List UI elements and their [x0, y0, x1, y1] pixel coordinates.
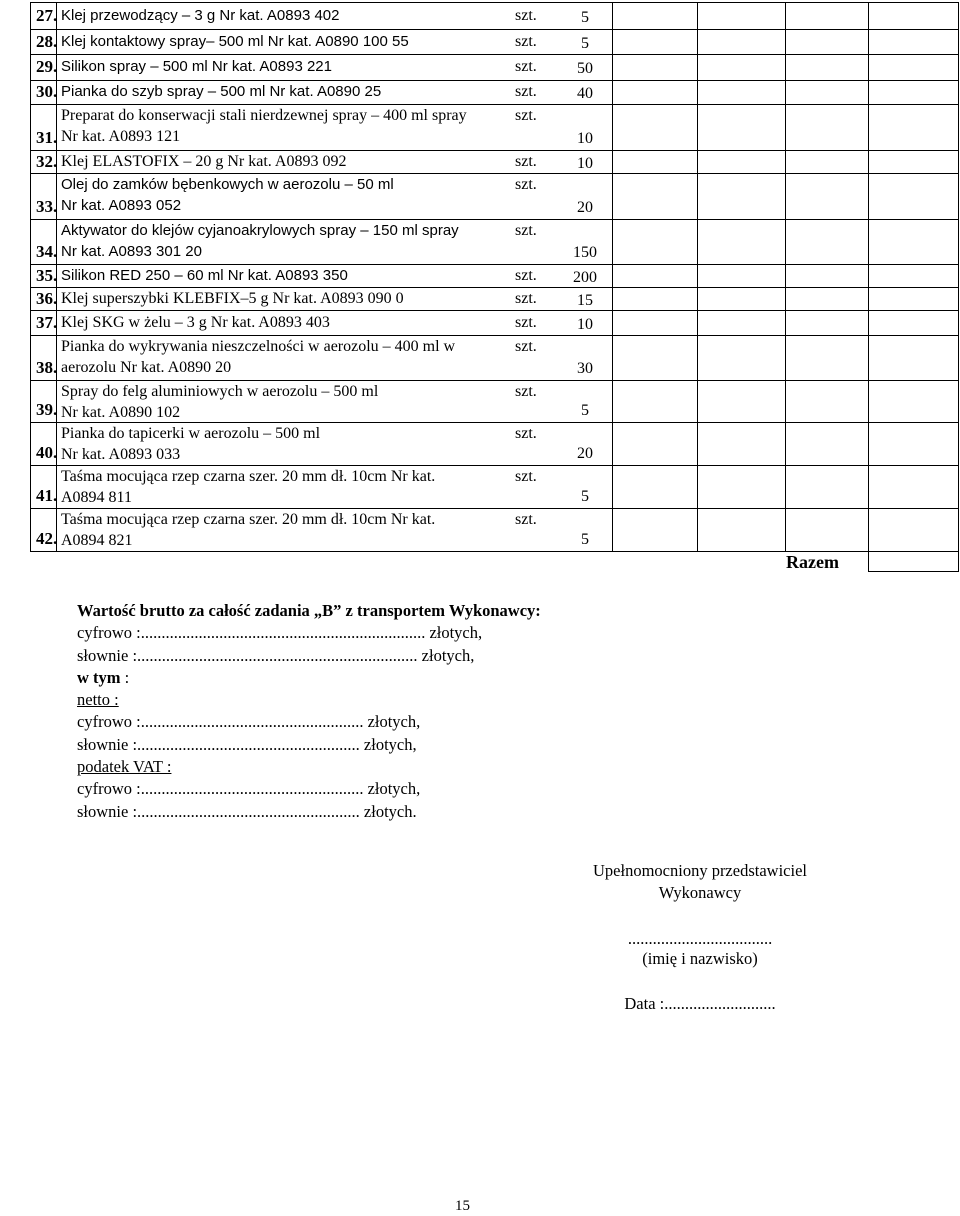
item-description-line: Nr kat. A0890 102 — [61, 404, 181, 421]
quantity-cell: 10 — [577, 130, 593, 147]
unit-cell: szt. — [515, 6, 537, 24]
table-row — [30, 80, 958, 104]
row-number: 35. — [36, 265, 58, 285]
row-number: 31. — [36, 128, 58, 147]
table-row — [30, 104, 958, 150]
table-row — [30, 29, 958, 54]
unit-cell: szt. — [515, 266, 537, 284]
unit-cell: szt. — [515, 289, 537, 307]
quantity-cell: 5 — [581, 488, 589, 505]
quantity-cell: 5 — [581, 8, 589, 26]
item-description-line: Klej kontaktowy spray– 500 ml Nr kat. A0890 100 55 — [61, 32, 409, 50]
row-number: 38. — [36, 358, 58, 377]
unit-cell: szt. — [515, 83, 537, 100]
signature-title-line2: Wykonawcy — [658, 883, 742, 902]
including-colon: : — [120, 667, 130, 687]
item-description-line: Klej SKG w żelu – 3 g Nr kat. A0893 403 — [61, 313, 330, 331]
table-row — [30, 264, 958, 287]
unit-cell: szt. — [515, 222, 537, 239]
including-line — [77, 667, 541, 689]
unit-cell: szt. — [515, 152, 537, 170]
quantity-cell: 5 — [581, 531, 589, 548]
item-description-line: Olej do zamków bębenkowych w aerozolu – 50 ml — [61, 176, 394, 193]
signature-dots: ................................... — [627, 929, 773, 948]
item-description-line: Klej superszybki KLEBFIX–5 g Nr kat. A0893 090 0 — [61, 289, 404, 307]
unit-cell: szt. — [515, 511, 537, 528]
net-label: netto : — [77, 690, 119, 710]
table-row — [30, 310, 958, 335]
item-description-line: Nr kat. A0893 121 — [61, 128, 181, 145]
quantity-cell: 5 — [581, 402, 589, 419]
signature-title-line1: Upełnomocniony przedstawiciel — [593, 861, 807, 880]
row-number: 34. — [36, 242, 58, 261]
gross-digits-line: cyfrowo :..................................................................... złotych, — [77, 623, 483, 643]
item-description-line: Preparat do konserwacji stali nierdzewnej spray – 400 ml spray — [61, 107, 467, 124]
row-number: 41. — [36, 486, 58, 505]
row-number: 27. — [36, 5, 58, 25]
signature-name-hint: (imię i nazwisko) — [642, 949, 758, 968]
quantity-cell: 10 — [577, 154, 593, 172]
unit-cell: szt. — [515, 32, 537, 50]
vat-label: podatek VAT : — [77, 757, 172, 777]
unit-cell: szt. — [515, 313, 537, 331]
row-number: 39. — [36, 400, 58, 419]
row-number: 28. — [36, 31, 58, 51]
row-number: 32. — [36, 151, 58, 171]
item-description-line: Taśma mocująca rzep czarna szer. 20 mm dł. 10cm Nr kat. — [61, 468, 436, 485]
total-value-box — [868, 551, 959, 572]
unit-cell: szt. — [515, 383, 537, 400]
item-description-line: Aktywator do klejów cyjanoakrylowych spray – 150 ml spray — [61, 222, 459, 239]
item-description-line: A0894 821 — [61, 532, 133, 549]
row-number: 36. — [36, 288, 58, 308]
table-row — [30, 422, 958, 465]
net-digits-line: cyfrowo :...................................................... złotych, — [77, 712, 421, 732]
item-description-line: Nr kat. A0893 301 20 — [61, 243, 202, 260]
table-row — [30, 219, 958, 264]
summary-heading: Wartość brutto za całość zadania „B” z transportem Wykonawcy: — [77, 601, 541, 620]
table-row — [30, 2, 958, 29]
unit-cell: szt. — [515, 338, 537, 355]
including-label: w tym — [77, 667, 121, 687]
unit-cell: szt. — [515, 107, 537, 124]
item-description-line: Nr kat. A0893 033 — [61, 446, 181, 463]
row-number: 37. — [36, 312, 58, 332]
unit-cell: szt. — [515, 425, 537, 442]
unit-cell: szt. — [515, 468, 537, 485]
item-description-line: aerozolu Nr kat. A0890 20 — [61, 359, 232, 376]
net-words-line: słownie :...................................................... złotych, — [77, 734, 417, 754]
row-number: 33. — [36, 197, 58, 216]
vat-digits-line: cyfrowo :...................................................... złotych, — [77, 779, 421, 799]
unit-cell: szt. — [515, 58, 537, 75]
quantity-cell: 15 — [577, 291, 593, 309]
table-row — [30, 380, 958, 422]
row-number: 30. — [36, 82, 58, 101]
table-row — [30, 465, 958, 508]
quantity-cell: 20 — [577, 199, 593, 216]
row-number: 40. — [36, 443, 58, 462]
table-gridline-v — [958, 2, 959, 551]
table-row — [30, 54, 958, 80]
signature-date: Data :........................... — [624, 994, 776, 1013]
item-description-line: A0894 811 — [61, 489, 132, 506]
item-description-line: Silikon RED 250 – 60 ml Nr kat. A0893 350 — [61, 266, 348, 284]
item-description-line: Klej ELASTOFIX – 20 g Nr kat. A0893 092 — [61, 152, 347, 170]
table-row — [30, 173, 958, 219]
item-description-line: Nr kat. A0893 052 — [61, 197, 182, 214]
item-description-line: Klej przewodzący – 3 g Nr kat. A0893 402 — [61, 6, 340, 24]
row-number: 29. — [36, 57, 58, 76]
quantity-cell: 5 — [581, 34, 589, 52]
table-row — [30, 508, 958, 551]
total-label: Razem — [786, 552, 839, 572]
vat-words-line: słownie :...................................................... złotych. — [77, 801, 417, 821]
quantity-cell: 200 — [573, 268, 597, 286]
quantity-cell: 150 — [573, 244, 597, 261]
quantity-cell: 40 — [577, 85, 593, 102]
item-description-line: Spray do felg aluminiowych w aerozolu – 500 ml — [61, 383, 379, 400]
table-row — [30, 287, 958, 310]
item-description-line: Pianka do tapicerki w aerozolu – 500 ml — [61, 425, 321, 442]
item-description-line: Pianka do szyb spray – 500 ml Nr kat. A0890 25 — [61, 83, 382, 100]
row-number: 42. — [36, 529, 58, 548]
item-description-line: Taśma mocująca rzep czarna szer. 20 mm dł. 10cm Nr kat. — [61, 511, 436, 528]
quantity-cell: 20 — [577, 445, 593, 462]
quantity-cell: 50 — [577, 60, 593, 77]
price-summary — [77, 600, 541, 823]
item-description-line: Pianka do wykrywania nieszczelności w aerozolu – 400 ml w — [61, 338, 456, 355]
gross-words-line: słownie :.................................................................... złotych, — [77, 645, 475, 665]
table-row — [30, 335, 958, 380]
page-number: 15 — [455, 1198, 470, 1214]
table-row — [30, 150, 958, 173]
unit-cell: szt. — [515, 176, 537, 193]
quantity-cell: 10 — [577, 315, 593, 333]
item-description-line: Silikon spray – 500 ml Nr kat. A0893 221 — [61, 58, 332, 75]
quantity-cell: 30 — [577, 360, 593, 377]
